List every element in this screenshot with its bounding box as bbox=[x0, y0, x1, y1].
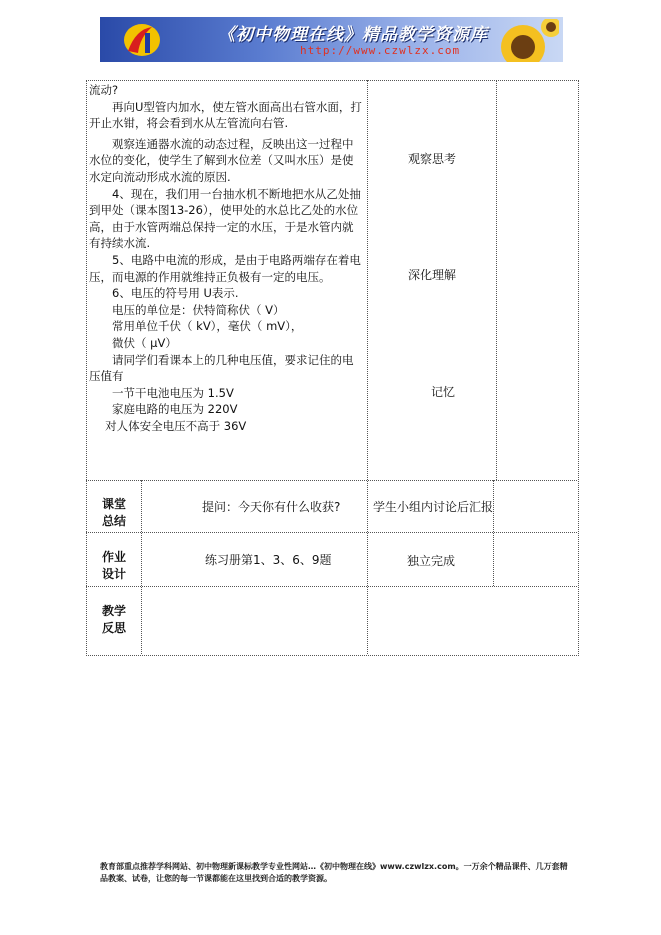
column-divider bbox=[496, 80, 497, 480]
content-line: 一节干电池电压为 1.5V bbox=[112, 385, 234, 400]
row-divider bbox=[86, 532, 577, 533]
content-line: 4、现在，我们用一台抽水机不断地把水从乙处抽到甲处（课本图13-26），使甲处的水总比乙处的水位高，由于水管两端总保持一定的水压，于是水管内就有持续水流. bbox=[89, 186, 361, 251]
site-logo-icon bbox=[122, 21, 162, 59]
row-heading-text: 作业 设计 bbox=[101, 550, 126, 581]
content-line: 流动? bbox=[89, 83, 119, 97]
sunflower-icon bbox=[489, 19, 559, 62]
content-line: 请同学们看课本上的几种电压值，要求记住的电压值有 bbox=[89, 352, 354, 384]
homework-teacher: 练习册第1、3、6、9题 bbox=[205, 553, 332, 567]
row-heading-text: 课堂 总结 bbox=[101, 497, 126, 528]
column-divider bbox=[367, 80, 368, 654]
activity-label: 深化理解 bbox=[408, 268, 457, 282]
content-line: 电压的单位是：伏特简称伏（ V） bbox=[112, 302, 285, 317]
row-heading-summary bbox=[87, 496, 141, 530]
summary-student: 学生小组内讨论后汇报 bbox=[373, 500, 494, 514]
content-line: 6、电压的符号用 U表示. bbox=[112, 286, 239, 301]
content-line: 5、电路中电流的形成，是由于电路两端存在着电压，而电源的作用就维持正负极有一定的电压。 bbox=[89, 252, 361, 284]
row-heading-text: 教学 反思 bbox=[101, 604, 126, 635]
column-divider bbox=[493, 480, 494, 586]
homework-student: 独立完成 bbox=[407, 554, 456, 568]
banner-url[interactable]: http://www.czwlzx.com bbox=[300, 44, 461, 57]
activity-label: 观察思考 bbox=[408, 152, 457, 166]
page-footer: 教育部重点推荐学科网站、初中物理新课标教学专业性网站…《初中物理在线》www.czwlzx.com。一万余个精品课件、几万套精品教案、试卷，让您的每一节课都能在这里找到合适的教学资源。 bbox=[100, 862, 568, 883]
content-line: 观察连通器水流的动态过程，反映出这一过程中水位的变化，使学生了解到水位差（又叫水压）是使水定向流动形成水流的原因. bbox=[89, 136, 354, 184]
content-line: 常用单位千伏（ kV），毫伏（ mV）， bbox=[112, 319, 303, 334]
lesson-content bbox=[89, 82, 363, 434]
content-line: 再向U型管内加水，使左管水面高出右管水面，打开止水钳，将会看到水从左管流向右管. bbox=[89, 99, 362, 131]
summary-teacher: 提问：今天你有什么收获? bbox=[202, 500, 341, 514]
row-divider bbox=[86, 586, 577, 587]
row-heading-reflection bbox=[87, 603, 141, 637]
row-divider bbox=[86, 480, 577, 481]
content-line: 家庭电路的电压为 220V bbox=[112, 402, 238, 417]
row-heading-homework bbox=[87, 549, 141, 583]
content-line: 微伏（ μV） bbox=[112, 335, 177, 350]
header-banner bbox=[100, 17, 563, 62]
content-line: 对人体安全电压不高于 36V bbox=[105, 418, 247, 433]
banner-title: 《初中物理在线》精品教学资源库 bbox=[218, 25, 488, 45]
column-divider bbox=[141, 480, 142, 654]
activity-label: 记忆 bbox=[431, 385, 456, 399]
